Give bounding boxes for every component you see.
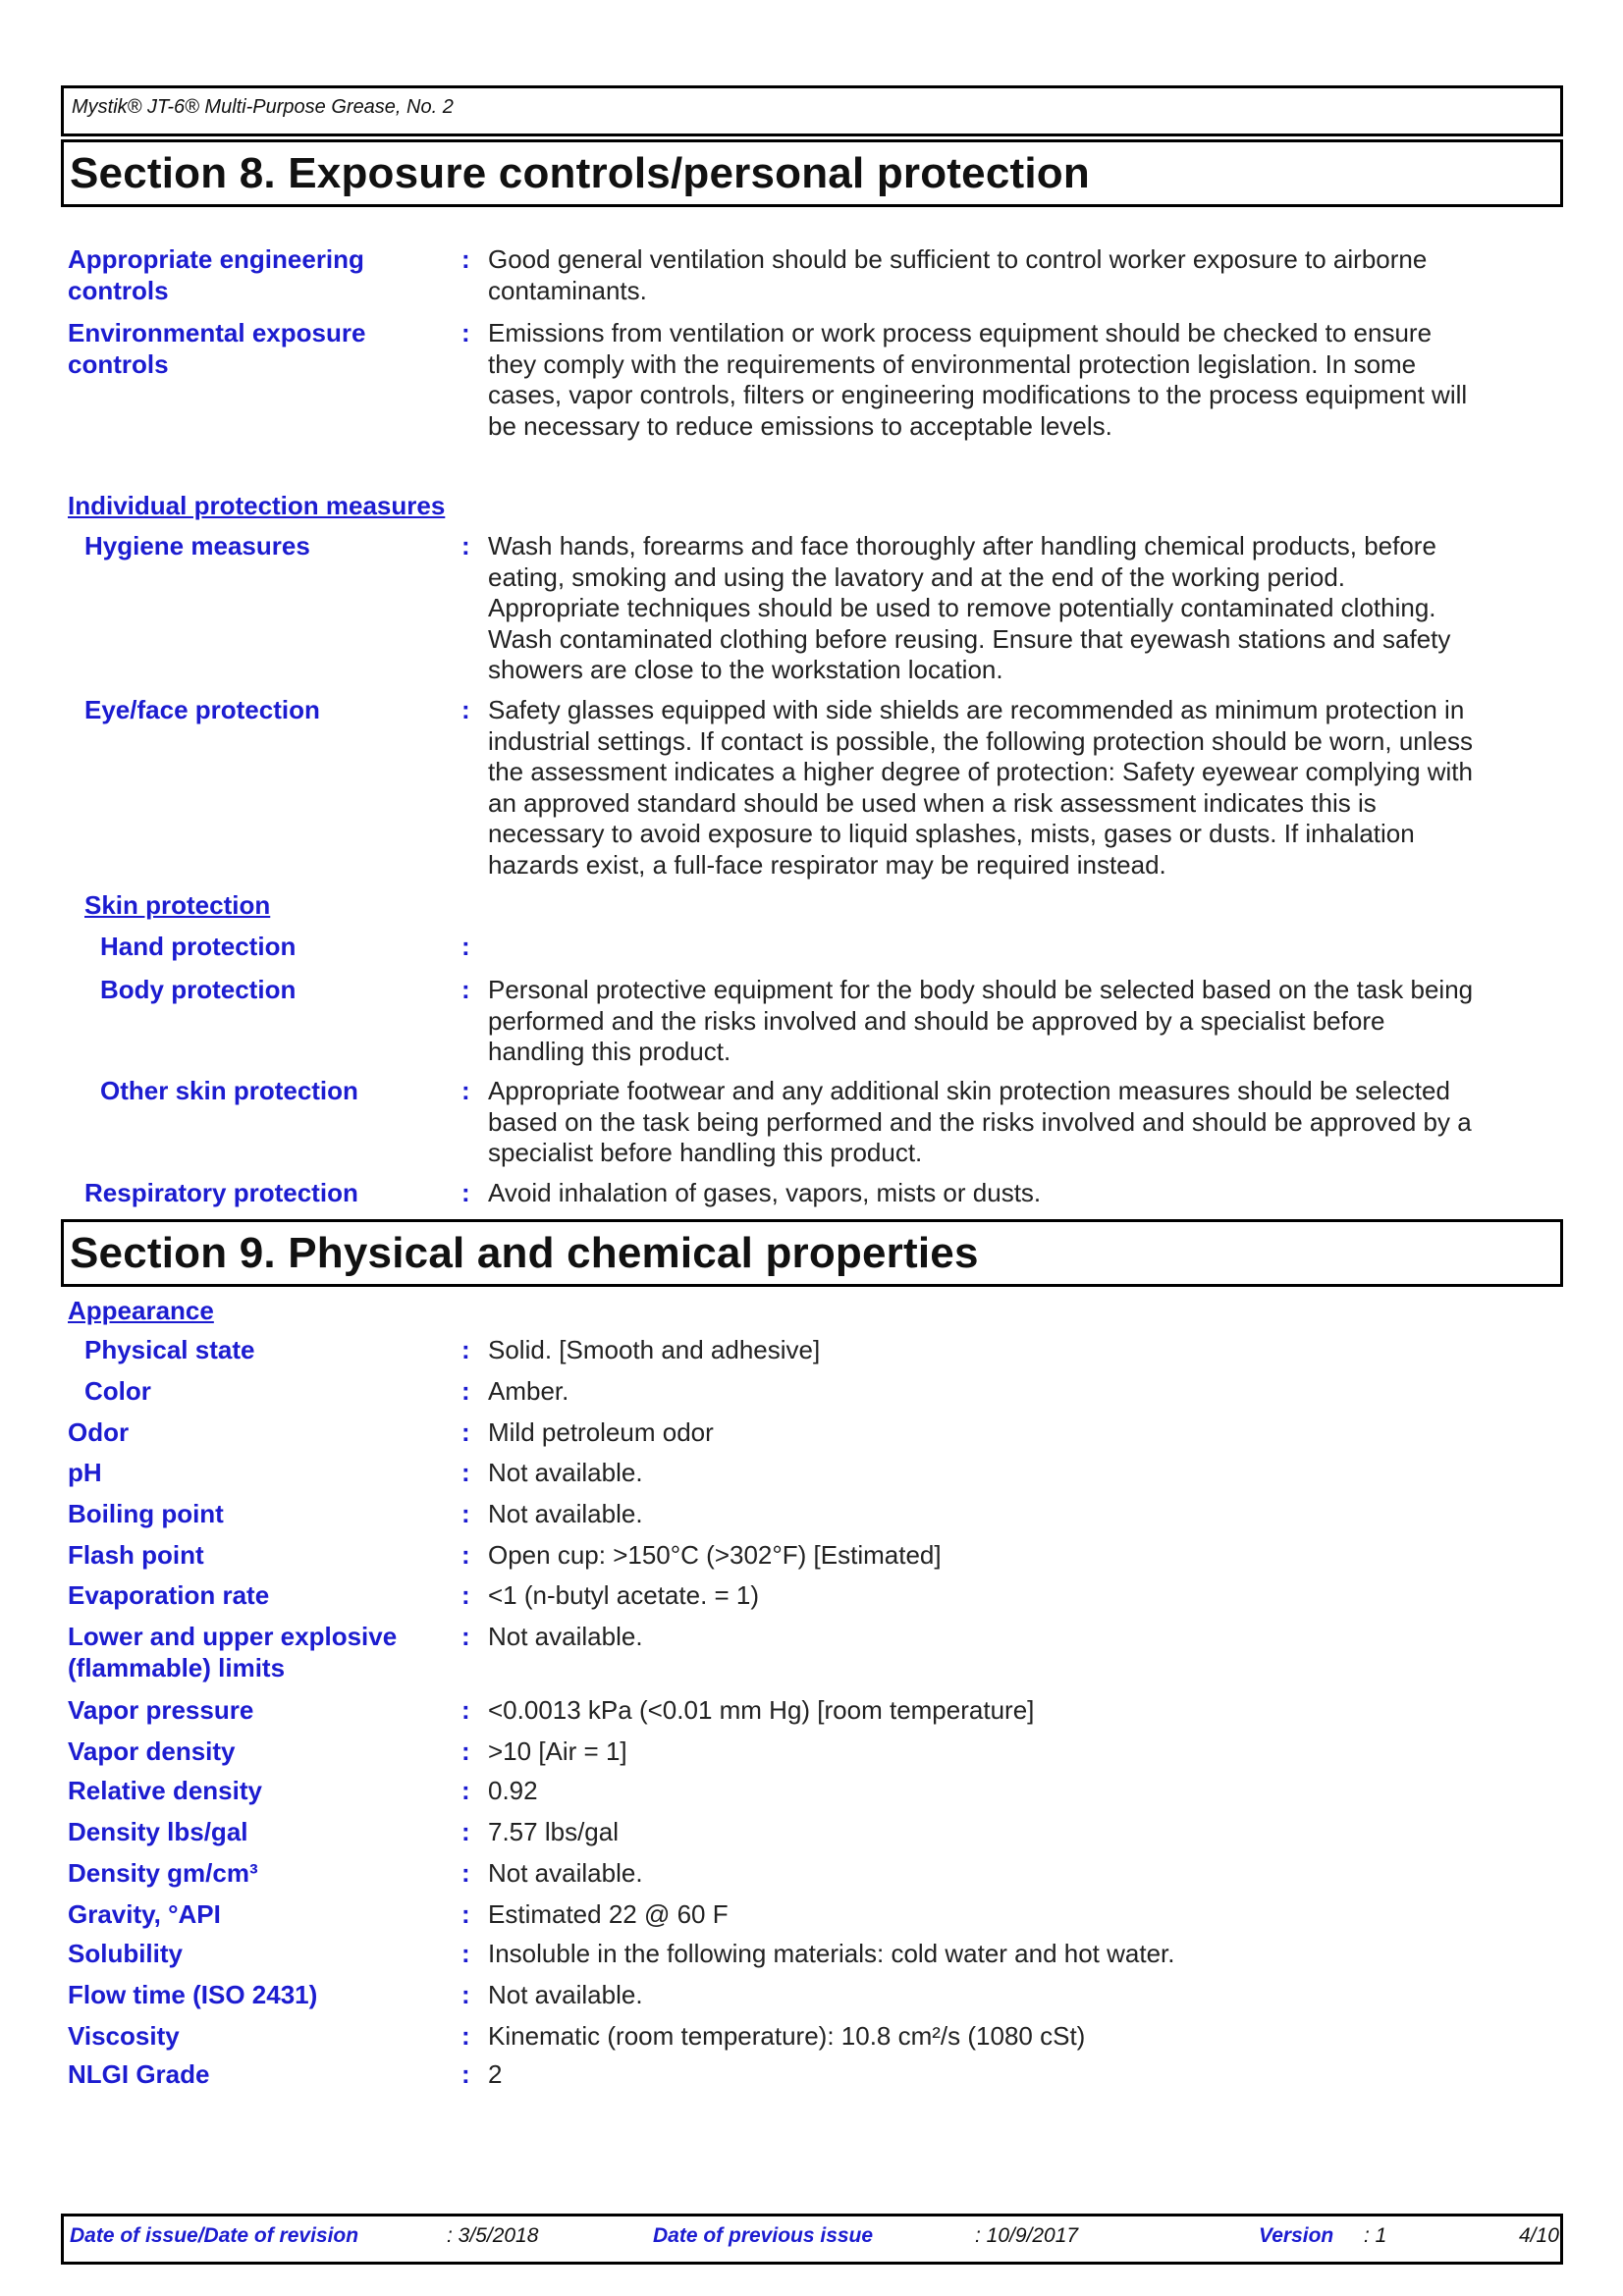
value-line: industrial settings. If contact is possible, the following protection should be worn, unless — [488, 725, 1473, 756]
label-line: Vapor density — [68, 1736, 236, 1766]
property-value — [488, 1499, 1558, 1530]
label-line: Evaporation rate — [68, 1580, 270, 1610]
property-value — [488, 975, 1558, 1068]
value-line: 2 — [488, 2059, 503, 2089]
property-value — [488, 1939, 1558, 1970]
label-line: Respiratory protection — [84, 1178, 358, 1207]
separator-colon: : — [461, 1178, 470, 1207]
value-line: Appropriate footwear and any additional skin protection measures should be selected — [488, 1076, 1450, 1105]
property-value — [488, 1178, 1558, 1209]
property-value — [488, 1376, 1558, 1408]
value-line: >10 [Air = 1] — [488, 1736, 627, 1766]
separator-colon: : — [461, 1580, 470, 1610]
separator-colon: : — [461, 2021, 470, 2051]
separator-colon: : — [461, 244, 470, 274]
label-line: Solubility — [68, 1939, 183, 1968]
property-value — [488, 531, 1558, 686]
property-label — [68, 2059, 209, 2091]
property-value — [488, 1817, 1558, 1848]
value-line: be necessary to reduce emissions to acceptable levels. — [488, 410, 1112, 441]
label-line: Body protection — [100, 975, 297, 1004]
page-number: 4/10 — [1519, 2224, 1559, 2247]
label-line: Skin protection — [84, 890, 271, 920]
separator-colon: : — [461, 1540, 470, 1570]
property-value — [488, 318, 1558, 442]
property-label — [68, 1980, 317, 2011]
value-line: <1 (n-butyl acetate. = 1) — [488, 1580, 760, 1610]
property-value — [488, 2059, 1558, 2091]
label-line: Individual protection measures — [68, 491, 446, 520]
property-label — [68, 318, 365, 380]
property-value — [488, 1458, 1558, 1489]
separator-colon: : — [461, 318, 470, 347]
value-line: Avoid inhalation of gases, vapors, mists or dusts. — [488, 1178, 1042, 1207]
property-value — [488, 1417, 1558, 1449]
value-line: Amber. — [488, 1376, 569, 1406]
property-value — [488, 1980, 1558, 2011]
property-label — [84, 695, 320, 726]
separator-colon: : — [461, 1817, 470, 1846]
value-line: Open cup: >150°C (>302°F) [Estimated] — [488, 1540, 942, 1570]
property-label — [68, 1695, 253, 1727]
separator-colon: : — [461, 1499, 470, 1528]
label-line: (flammable) limits — [68, 1652, 286, 1682]
separator-colon: : — [461, 1858, 470, 1888]
version-value: : 1 — [1364, 2224, 1387, 2247]
separator-colon: : — [461, 1458, 470, 1487]
property-value — [488, 1335, 1558, 1366]
property-label — [68, 1858, 258, 1890]
previous-issue-value: : 10/9/2017 — [975, 2224, 1079, 2247]
value-line: specialist before handling this product. — [488, 1138, 923, 1167]
value-line: Not available. — [488, 1622, 643, 1651]
value-line: the assessment indicates a higher degree of protection: Safety eyewear complying with — [488, 757, 1473, 786]
label-line: pH — [68, 1458, 102, 1487]
label-line: Density lbs/gal — [68, 1817, 248, 1846]
property-value — [488, 695, 1558, 881]
property-label — [84, 531, 310, 562]
value-line: 7.57 lbs/gal — [488, 1817, 619, 1846]
property-label — [68, 1736, 236, 1768]
value-line: an approved standard should be used when a risk assessment indicates this is — [488, 787, 1377, 818]
label-line: Color — [84, 1376, 151, 1406]
value-line: showers are close to the workstation location. — [488, 655, 1003, 684]
separator-colon: : — [461, 1939, 470, 1968]
value-line: necessary to avoid exposure to liquid splashes, mists, gases or dusts. If inhalation — [488, 819, 1415, 848]
version-label: Version — [1259, 2224, 1334, 2247]
separator-colon: : — [461, 1776, 470, 1805]
value-line: <0.0013 kPa (<0.01 mm Hg) [room temperature] — [488, 1695, 1035, 1725]
property-value — [488, 244, 1558, 306]
property-label — [68, 1899, 221, 1931]
label-line: Environmental exposure — [68, 318, 366, 347]
property-value — [488, 1540, 1558, 1572]
separator-colon: : — [461, 975, 470, 1004]
value-line: Not available. — [488, 1980, 643, 2009]
issue-date-label: Date of issue/Date of revision — [70, 2224, 359, 2247]
separator-colon: : — [461, 1736, 470, 1766]
value-line: cases, vapor controls, filters or engineering modifications to the process equipment will — [488, 380, 1468, 409]
separator-colon: : — [461, 1899, 470, 1929]
value-line: Wash hands, forearms and face thoroughly after handling chemical products, before — [488, 531, 1436, 561]
property-value — [488, 1736, 1558, 1768]
section-title: Section 8. Exposure controls/personal protection — [70, 149, 1090, 197]
property-value — [488, 1695, 1558, 1727]
separator-colon: : — [461, 2059, 470, 2089]
value-line: 0.92 — [488, 1776, 538, 1805]
label-line: NLGI Grade — [68, 2059, 210, 2089]
property-label — [68, 2021, 180, 2053]
value-line: they comply with the requirements of environmental protection legislation. In some — [488, 348, 1417, 379]
property-value — [488, 1899, 1558, 1931]
separator-colon: : — [461, 1695, 470, 1725]
label-line: Eye/face protection — [84, 695, 320, 724]
label-line: controls — [68, 348, 169, 379]
separator-colon: : — [461, 1076, 470, 1105]
property-label — [100, 932, 296, 963]
separator-colon: : — [461, 531, 470, 561]
property-label — [84, 1335, 254, 1366]
label-line: Lower and upper explosive — [68, 1622, 398, 1651]
property-label — [68, 1417, 129, 1449]
issue-date-value: : 3/5/2018 — [447, 2224, 539, 2247]
property-label — [84, 1376, 151, 1408]
property-value — [488, 2021, 1558, 2053]
label-line: Odor — [68, 1417, 130, 1447]
separator-colon: : — [461, 1335, 470, 1364]
value-line: Solid. [Smooth and adhesive] — [488, 1335, 821, 1364]
property-label — [68, 1499, 224, 1530]
separator-colon: : — [461, 695, 470, 724]
section-title: Section 9. Physical and chemical properties — [70, 1229, 979, 1277]
previous-issue-label: Date of previous issue — [653, 2224, 874, 2247]
property-value — [488, 1858, 1558, 1890]
label-line: Appropriate engineering — [68, 244, 364, 274]
value-line: Estimated 22 @ 60 F — [488, 1899, 729, 1929]
section-8-header — [61, 139, 1563, 207]
label-line: Boiling point — [68, 1499, 224, 1528]
document-footer — [61, 2214, 1563, 2265]
value-line: Good general ventilation should be sufficient to control worker exposure to airborne — [488, 244, 1428, 274]
value-line: Not available. — [488, 1499, 643, 1528]
value-line: hazards exist, a full-face respirator may be required instead. — [488, 849, 1166, 880]
value-line: Emissions from ventilation or work process equipment should be checked to ensure — [488, 318, 1433, 347]
property-label — [84, 1178, 358, 1209]
value-line: contaminants. — [488, 275, 647, 305]
separator-colon: : — [461, 932, 470, 961]
separator-colon: : — [461, 1980, 470, 2009]
value-line: Mild petroleum odor — [488, 1417, 714, 1447]
label-line: Viscosity — [68, 2021, 180, 2051]
value-line: eating, smoking and using the lavatory and at the end of the working period. — [488, 561, 1346, 592]
label-line: Hygiene measures — [84, 531, 310, 561]
property-label — [100, 1076, 358, 1107]
property-label — [68, 1817, 248, 1848]
label-line: Gravity, °API — [68, 1899, 221, 1929]
property-value — [488, 1580, 1558, 1612]
property-label — [68, 244, 364, 306]
value-line: Safety glasses equipped with side shields are recommended as minimum protection in — [488, 695, 1465, 724]
product-name: Mystik® JT-6® Multi-Purpose Grease, No. 2 — [72, 96, 454, 118]
value-line: performed and the risks involved and should be approved by a specialist before — [488, 1005, 1385, 1036]
value-line: Not available. — [488, 1458, 643, 1487]
property-value — [488, 1622, 1558, 1653]
separator-colon: : — [461, 1376, 470, 1406]
property-value — [488, 1776, 1558, 1807]
document-header — [61, 85, 1563, 136]
label-line: Vapor pressure — [68, 1695, 254, 1725]
label-line: controls — [68, 275, 169, 305]
property-label — [68, 1622, 397, 1683]
value-line: Kinematic (room temperature): 10.8 cm²/s (1080 cSt) — [488, 2021, 1086, 2051]
value-line: handling this product. — [488, 1037, 731, 1066]
label-line: Flow time (ISO 2431) — [68, 1980, 318, 2009]
property-label — [68, 1540, 204, 1572]
label-line: Other skin protection — [100, 1076, 358, 1105]
label-line: Density gm/cm³ — [68, 1858, 258, 1888]
label-line: Hand protection — [100, 932, 297, 961]
separator-colon: : — [461, 1622, 470, 1651]
value-line: Appropriate techniques should be used to remove potentially contaminated clothing. — [488, 593, 1436, 622]
value-line: Wash contaminated clothing before reusing. Ensure that eyewash stations and safety — [488, 623, 1451, 654]
separator-colon: : — [461, 1417, 470, 1447]
value-line: based on the task being performed and the risks involved and should be approved by a — [488, 1106, 1472, 1137]
section-9-header — [61, 1219, 1563, 1287]
property-label — [68, 1939, 183, 1970]
label-line: Appearance — [68, 1296, 214, 1325]
property-label — [68, 1580, 269, 1612]
property-label — [68, 1458, 102, 1489]
value-line: Not available. — [488, 1858, 643, 1888]
value-line: Personal protective equipment for the body should be selected based on the task being — [488, 975, 1474, 1004]
subsection-heading — [68, 1296, 214, 1327]
label-line: Flash point — [68, 1540, 204, 1570]
subsection-heading — [68, 491, 445, 522]
value-line: Insoluble in the following materials: cold water and hot water. — [488, 1939, 1175, 1968]
property-label — [68, 1776, 262, 1807]
subsection-heading — [84, 890, 270, 922]
label-line: Relative density — [68, 1776, 262, 1805]
property-value — [488, 1076, 1558, 1169]
label-line: Physical state — [84, 1335, 255, 1364]
property-label — [100, 975, 296, 1006]
